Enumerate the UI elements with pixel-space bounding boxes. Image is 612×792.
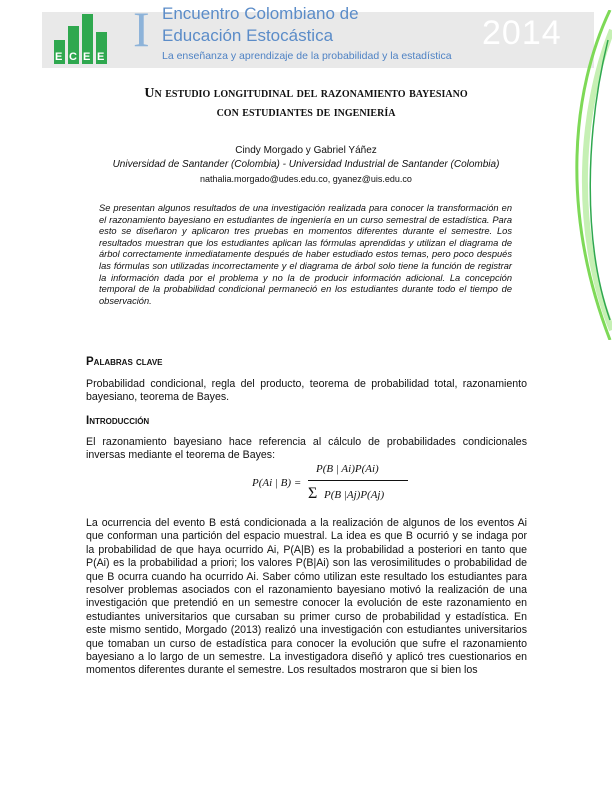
paper-title-line2: con estudiantes de ingeniería bbox=[216, 105, 396, 120]
abstract: Se presentan algunos resultados de una investigación realizada para conocer la transformación en el razonamiento bayesiano en estudiantes de ingeniería en un curso semestral de estadística. Para esto se diseñaron y aplicaron tres pruebas en momentos diferentes durante el semestre. Los resultados muestran que los estudiantes aplican las fórmulas aprendidas y utilizan el diagrama de árbol correctamente inmediatamente después de haber estudiado estos temas, pero poco después las fórmulas son utilizadas incorrectamente y el diagrama de árbol solo tiene la función de registrar la información dada por el problema y no la de producir información adicional. La concepción temporal de la probabilidad condicional permaneció en los estudiantes durante todo el tiempo de observación. bbox=[99, 203, 512, 306]
svg-text:E: E bbox=[55, 51, 63, 63]
conference-year: 2014 bbox=[482, 14, 562, 52]
keywords-heading: Palabras clave bbox=[86, 356, 163, 368]
conference-logo bbox=[52, 14, 114, 64]
svg-text:E: E bbox=[83, 51, 91, 63]
formula-lhs: P(Ai | B) = bbox=[252, 477, 302, 489]
paper-title-line1: Un estudio longitudinal del razonamiento bayesiano bbox=[144, 86, 468, 101]
svg-text:C: C bbox=[69, 51, 77, 63]
decorative-swoosh bbox=[552, 10, 612, 340]
conference-subtitle: La enseñanza y aprendizaje de la probabilidad y la estadística bbox=[162, 50, 452, 62]
introduction-heading: Introducción bbox=[86, 415, 150, 427]
formula-denominator: P(B |Aj)P(Aj) bbox=[324, 489, 385, 501]
fraction-bar bbox=[308, 480, 408, 481]
conference-title-line1: Encuentro Colombiano de bbox=[162, 4, 359, 23]
bayes-formula bbox=[248, 463, 398, 515]
conference-title bbox=[162, 3, 359, 47]
paper-title bbox=[80, 84, 532, 122]
authors: Cindy Morgado y Gabriel Yáñez bbox=[235, 145, 377, 156]
keywords-text: Probabilidad condicional, regla del producto, teorema de probabilidad total, razonamiento bayesiano, teorema de Bayes. bbox=[86, 378, 527, 403]
affiliation: Universidad de Santander (Colombia) - Universidad Industrial de Santander (Colombia) bbox=[112, 159, 500, 170]
conference-title-line2: Educación Estocástica bbox=[162, 26, 334, 45]
intro-paragraph-2: La ocurrencia del evento B está condicionada a la realización de algunos de los eventos Ai que conforman una partición del espacio muestral. La idea es que B ocurrió y se indaga por la probabilidad de que haya ocurrido Ai, P(A|B) es la probabilidad a posteriori en tanto que P(Ai) es la probabilidad a priori; los valores P(B|Ai) son las verosimilitudes o probabilidad de que B ocurra cuando ha ocurrido Ai. Saber cómo utilizan este resultado los estudiantes para resolver problemas asociados con el razonamiento bayesiano motivó la realización de una investigación que pretendió en un semestre conocer la evolución de este razonamiento en estudiantes universitarios que cursaban su primer curso de probabilidad y estadística. En este mismo sentido, Morgado (2013) realizó una investigación con estudiantes universitarios que tomaban un curso de estadística para conocer la evolución que sufre el razonamiento bayesiano a lo largo de un semestre. La investigadora diseñó y aplicó tres cuestionarios en momentos diferentes durante el semestre. Los resultados mostraron que si bien los bbox=[86, 517, 527, 677]
emails: nathalia.morgado@udes.edu.co, gyanez@uis.edu.co bbox=[200, 174, 412, 184]
summation-sign: Σ bbox=[308, 485, 318, 502]
formula-numerator: P(B | Ai)P(Ai) bbox=[316, 463, 379, 475]
svg-text:E: E bbox=[97, 51, 105, 63]
roman-numeral: I bbox=[133, 1, 150, 57]
intro-paragraph-1: El razonamiento bayesiano hace referencia al cálculo de probabilidades condicionales inversas mediante el teorema de Bayes: bbox=[86, 436, 527, 461]
